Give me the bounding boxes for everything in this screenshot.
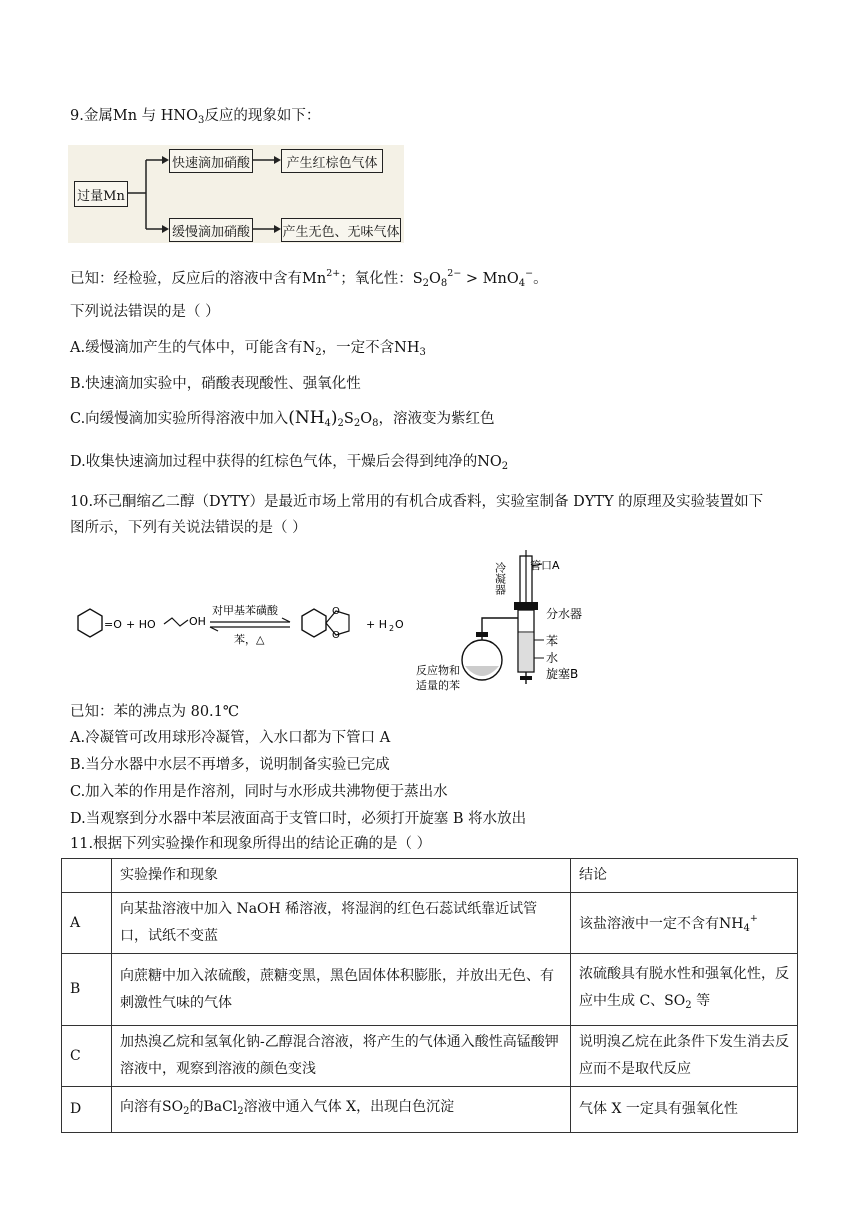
subscript: 4 (743, 922, 750, 934)
text: ；氧化性： (340, 271, 413, 287)
formula: SO (162, 1099, 184, 1115)
subscript: 2 (685, 999, 692, 1011)
q10-known: 已知：苯的沸点为 80.1℃ (70, 704, 240, 720)
table-header-row (62, 859, 798, 893)
subscript: 3 (197, 115, 205, 126)
pipe-a-label: 管口A (530, 559, 560, 572)
text: 向溶有 (120, 1099, 162, 1115)
q9-option-d[interactable] (70, 452, 508, 477)
q9-option-b[interactable]: B.快速滴加实验中，硝酸表现酸性、强氧化性 (70, 376, 361, 392)
subscript: 8 (372, 418, 379, 429)
formula: BaCl (203, 1099, 238, 1115)
subscript: 2 (422, 278, 430, 289)
q10-stem-line1: 10.环己酮缩乙二醇（DYTY）是最近市场上常用的有机合成香料，实验室制备 DYTY 的原理及实验装置如下 (70, 494, 764, 510)
superscript: + (749, 912, 758, 924)
text: 溶液中通入气体 X，出现白色沉淀 (243, 1099, 455, 1115)
text: 的 (189, 1099, 204, 1115)
catalyst-label: 对甲基苯磺酸 (212, 604, 278, 617)
formula: O (360, 411, 373, 427)
table-header-empty (62, 859, 112, 893)
formula: NO (477, 454, 502, 470)
table-row[interactable] (62, 1026, 798, 1087)
q10-reaction-scheme (66, 598, 411, 656)
water-plus: + H (366, 618, 387, 631)
subscript: 2 (353, 418, 361, 429)
flow-start-box: 过量Mn (74, 181, 128, 207)
q9-stem (70, 106, 320, 131)
formula-mn: Mn (112, 108, 138, 124)
formula: ) (330, 408, 338, 428)
row-operation: 向某盐溶液中加入 NaOH 稀溶液，将湿润的红色石蕊试纸靠近试管口，试纸不变蓝 (112, 893, 571, 954)
formula: N (302, 340, 316, 356)
subscript: 2 (501, 461, 509, 472)
q10-option-d[interactable]: D.当观察到分水器中苯层液面高于支管口时，必须打开旋塞 B 将水放出 (70, 811, 527, 827)
q11-stem: 11.根据下列实验操作和现象所得出的结论正确的是（ ） (70, 836, 432, 852)
q10-stem-line2: 图所示，下列有关说法错误的是（ ） (70, 520, 307, 536)
flask-label-1: 反应物和 (416, 664, 460, 677)
row-label: C (62, 1026, 112, 1087)
benzene-label: 苯 (546, 634, 559, 648)
table-header-cell: 实验操作和现象 (112, 859, 571, 893)
formula: SO (664, 992, 686, 1009)
q9-stem-text: 9.金属 (70, 108, 113, 124)
flask-label-2: 适量的苯 (416, 679, 460, 692)
subscript: 8 (440, 278, 448, 289)
flow-fast-result-box: 产生红棕色气体 (281, 149, 383, 173)
subscript: 2 (337, 418, 344, 429)
row-operation (112, 1087, 571, 1133)
subscript: 2 (183, 1106, 190, 1117)
superscript: 2+ (326, 268, 341, 279)
water-subscript: 2 (389, 624, 395, 633)
text: 浓硫酸具有脱水性和强氧化性，反应中生成 C、 (579, 965, 789, 1009)
stopcock-label: 旋塞B (546, 667, 579, 681)
text: 等 (691, 992, 711, 1009)
water-label: 水 (546, 651, 559, 665)
subscript: 3 (419, 347, 426, 358)
text: C.向缓慢滴加实验所得溶液中加入 (70, 411, 289, 427)
glycol-oh: OH (189, 615, 206, 628)
flow-slow-box: 缓慢滴加硝酸 (169, 218, 253, 242)
ring-oxygen: O (332, 606, 340, 617)
superscript: 2− (447, 268, 462, 279)
q9-known (70, 264, 548, 294)
text: ，一定不含 (321, 340, 395, 356)
row-conclusion: 气体 X 一定具有强氧化性 (571, 1087, 798, 1133)
row-label: B (62, 954, 112, 1026)
text: 已知：经检验，反应后的溶液中含有 (70, 271, 302, 287)
q9-option-c[interactable] (70, 408, 495, 434)
q11-table (61, 858, 798, 1133)
subscript: 2 (315, 347, 322, 358)
flow-slow-result-box: 产生无色、无味气体 (281, 218, 401, 242)
formula: O (429, 271, 441, 287)
table-row[interactable] (62, 893, 798, 954)
water-o: O (395, 618, 404, 631)
formula: NH (394, 340, 420, 356)
row-operation: 向蔗糖中加入浓硫酸，蔗糖变黑，黑色固体体积膨胀，并放出无色、有刺激性气味的气体 (112, 954, 571, 1026)
condenser-label-1: 冷凝器 (493, 562, 507, 595)
row-conclusion: 说明溴乙烷在此条件下发生消去反应而不是取代反应 (571, 1026, 798, 1087)
q10-option-a[interactable]: A.冷凝管可改用球形冷凝管，入水口都为下管口 A (70, 730, 391, 746)
cyclohexanone-ring (78, 609, 102, 637)
table-row[interactable] (62, 1087, 798, 1133)
text: A.缓慢滴加产生的气体中，可能含有 (70, 340, 303, 356)
row-label: A (62, 893, 112, 954)
subscript: 4 (324, 418, 331, 429)
q9-flow-diagram (68, 145, 404, 243)
table-header-cell: 结论 (571, 859, 798, 893)
formula: S (343, 411, 354, 427)
q9-option-a[interactable] (70, 338, 426, 363)
product-ring (302, 609, 326, 637)
text: D.收集快速滴加过程中获得的红棕色气体，干燥后会得到纯净的 (70, 454, 478, 470)
q10-apparatus (410, 546, 600, 696)
row-conclusion (571, 954, 798, 1026)
superscript: − (525, 268, 534, 279)
q9-question: 下列说法错误的是（ ） (70, 304, 220, 320)
reagent-plus: + HO (126, 618, 156, 631)
carbonyl-label: =O (104, 618, 122, 631)
q9-stem-text: 反应的现象如下： (204, 108, 321, 124)
text: 该盐溶液中一定不含有 (579, 915, 719, 932)
q10-option-b[interactable]: B.当分水器中水层不再增多，说明制备实验已完成 (70, 757, 390, 773)
formula-hno3: HNO (160, 108, 198, 124)
text: 。 (533, 271, 548, 287)
ring-oxygen: O (332, 630, 340, 641)
text: ，溶液变为紫红色 (378, 411, 495, 427)
q9-stem-text: 与 (141, 108, 157, 124)
flow-fast-box: 快速滴加硝酸 (169, 149, 253, 173)
row-operation: 加热溴乙烷和氢氧化钠-乙醇混合溶液，将产生的气体通入酸性高锰酸钾溶液中，观察到溶液的颜色变浅 (112, 1026, 571, 1087)
formula: S (412, 271, 423, 287)
table-row[interactable] (62, 954, 798, 1026)
glycol-chain (164, 618, 188, 626)
formula: NH (719, 915, 744, 932)
formula: > MnO (461, 271, 519, 287)
row-label: D (62, 1087, 112, 1133)
condition-label: 苯，△ (234, 633, 265, 646)
separator-label: 分水器 (546, 607, 583, 621)
q10-option-c[interactable]: C.加入苯的作用是作溶剂，同时与水形成共沸物便于蒸出水 (70, 784, 448, 800)
subscript: 2 (237, 1106, 244, 1117)
subscript: 4 (518, 278, 526, 289)
formula: (NH (288, 408, 325, 428)
row-conclusion (571, 893, 798, 954)
formula-mn: Mn (302, 271, 327, 287)
side-arm (482, 618, 518, 642)
